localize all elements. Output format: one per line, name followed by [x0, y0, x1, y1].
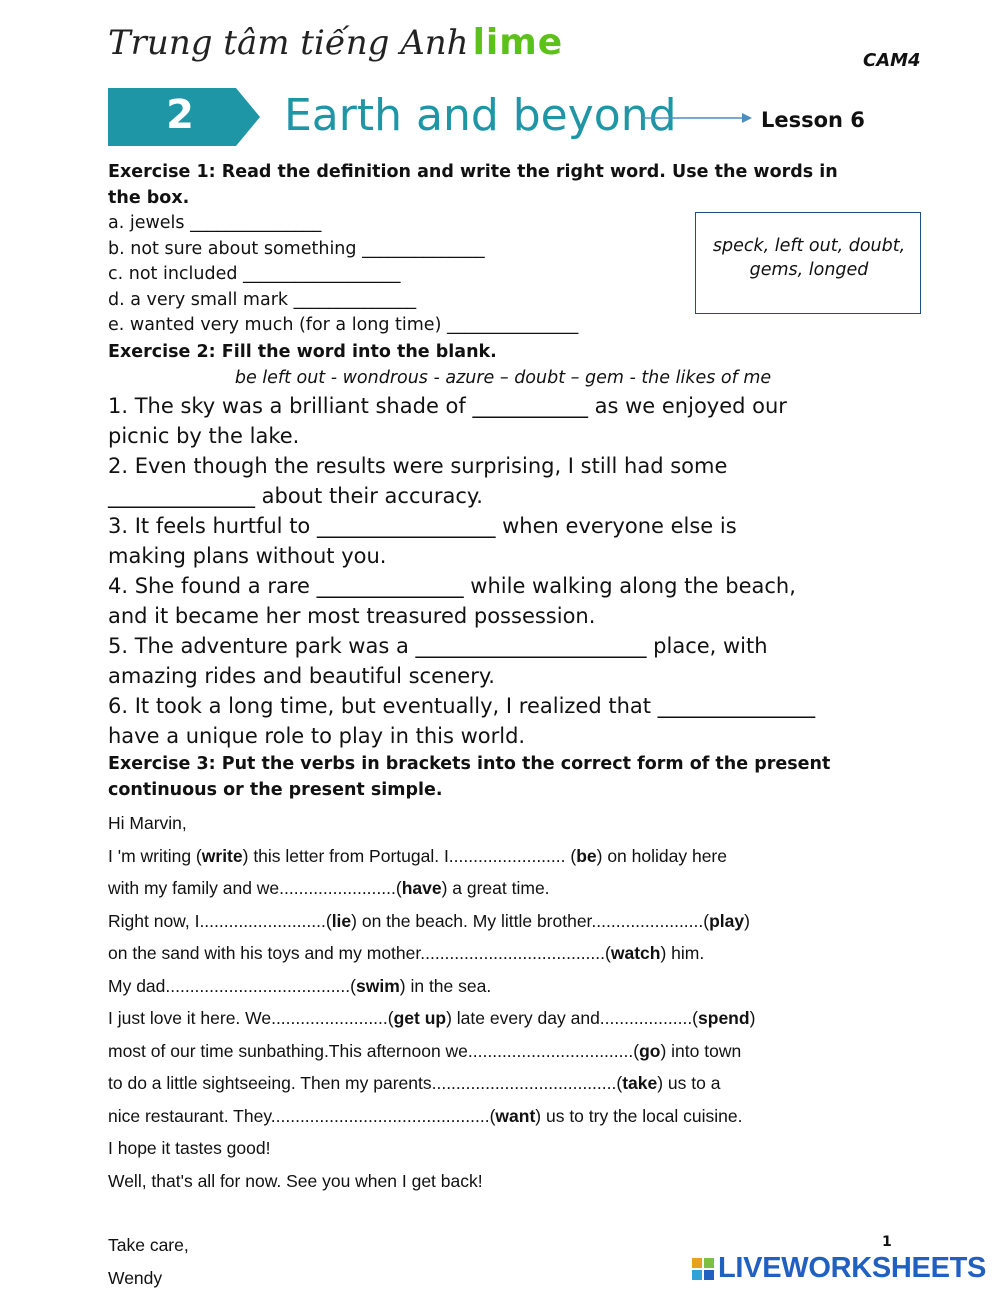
sentence-1-line-2: picnic by the lake.: [108, 424, 300, 448]
letter-closing-block: [108, 1229, 189, 1294]
letter-closing: Take care,: [108, 1235, 189, 1255]
exercise-1-item-a[interactable]: a. jewels _______________: [108, 213, 322, 233]
sentence-4-line-1[interactable]: 4. She found a rare ______________ while walking along the beach,: [108, 574, 796, 598]
verb-prompt: want: [495, 1105, 536, 1126]
letter-line[interactable]: nice restaurant. They.............................................(want) us to try the local cuisine.: [108, 1105, 743, 1126]
exercise-1-title: [108, 159, 838, 211]
sentence-3-line-2: making plans without you.: [108, 544, 387, 568]
exercise-1-item-b[interactable]: b. not sure about something ______________: [108, 238, 485, 259]
verb-prompt: play: [709, 910, 745, 931]
sentence-6-line-2: have a unique role to play in this world.: [108, 724, 526, 748]
sentence-1-line-1[interactable]: 1. The sky was a brilliant shade of ___________ as we enjoyed our: [108, 394, 787, 418]
letter-line: Well, that's all for now. See you when I get back!: [108, 1170, 483, 1191]
watermark-text: LIVEWORKSHEETS: [718, 1252, 987, 1284]
exercise-3-title-line-1: Exercise 3: Put the verbs in brackets into the correct form of the present: [108, 754, 831, 774]
verb-prompt: lie: [331, 910, 352, 931]
letter-line[interactable]: on the sand with his toys and my mother......................................(watch) him.: [108, 943, 705, 963]
verb-prompt: get up: [393, 1008, 447, 1028]
lime-logo: lime: [472, 22, 564, 63]
letter-line[interactable]: to do a little sightseeing. Then my parents......................................(take) us to a: [108, 1073, 721, 1093]
exercise-1-items: [108, 211, 578, 339]
exercise-2-title: Exercise 2: Fill the word into the blank.: [108, 342, 497, 362]
unit-number: 2: [166, 92, 194, 138]
sentence-2-line-1: 2. Even though the results were surprising, I still had some: [108, 454, 728, 478]
sentence-5-line-1[interactable]: 5. The adventure park was a ______________________ place, with: [108, 634, 768, 658]
exercise-1-title-line-1: Exercise 1: Read the definition and write the right word. Use the words in: [108, 162, 838, 182]
arrow-right-icon: [642, 110, 754, 126]
verb-prompt: be: [576, 845, 597, 866]
letter-line[interactable]: I just love it here. We........................(get up) late every day and...................(spend): [108, 1008, 756, 1028]
exercise-1-item-d[interactable]: d. a very small mark ______________: [108, 289, 417, 310]
sentence-4-line-2: and it became her most treasured possession.: [108, 604, 596, 628]
letter-signature: Wendy: [108, 1267, 163, 1288]
brand-text: Trung tâm tiếng Anh: [108, 23, 469, 63]
sentence-6-line-1[interactable]: 6. It took a long time, but eventually, I realized that _______________: [108, 694, 816, 718]
school-brand: [108, 22, 563, 63]
exercise-1-item-e[interactable]: e. wanted very much (for a long time) _______________: [108, 315, 579, 336]
exercise-3-title-line-2: continuous or the present simple.: [108, 780, 443, 800]
letter-line[interactable]: with my family and we........................(have) a great time.: [108, 878, 550, 898]
sentence-5-line-2: amazing rides and beautiful scenery.: [108, 664, 495, 688]
course-code: CAM4: [863, 50, 921, 71]
unit-title: Earth and beyond: [284, 90, 677, 141]
verb-prompt: swim: [355, 975, 400, 996]
word-box-line-1: speck, left out, doubt,: [712, 236, 906, 256]
exercise-1-item-c[interactable]: c. not included __________________: [108, 264, 401, 285]
page-number: 1: [882, 1234, 892, 1250]
exercise-2-sentences: [108, 391, 908, 751]
verb-prompt: write: [201, 845, 243, 866]
letter: [108, 807, 755, 1197]
letter-line[interactable]: most of our time sunbathing.This afternoon we..................................(go) into town: [108, 1040, 742, 1061]
word-box-line-2: gems, longed: [749, 260, 869, 280]
sentence-3-line-1[interactable]: 3. It feels hurtful to _________________ when everyone else is: [108, 514, 737, 538]
lesson-label: Lesson 6: [761, 108, 865, 132]
exercise-2-wordlist: be left out - wondrous - azure – doubt – gem - the likes of me: [234, 368, 772, 388]
verb-prompt: watch: [610, 943, 661, 963]
letter-line[interactable]: Right now, I..........................(lie) on the beach. My little brother.......................(play): [108, 910, 750, 931]
exercise-3-title: [108, 751, 830, 803]
verb-prompt: take: [622, 1073, 658, 1093]
letter-line[interactable]: I 'm writing (write) this letter from Portugal. I........................ (be) on holiday here: [108, 845, 727, 866]
letter-greeting: Hi Marvin,: [108, 813, 187, 833]
verb-prompt: spend: [698, 1008, 750, 1028]
liveworksheets-logo-icon: [692, 1258, 714, 1280]
liveworksheets-watermark: [692, 1252, 986, 1286]
verb-prompt: have: [401, 878, 442, 898]
letter-line: I hope it tastes good!: [108, 1138, 271, 1158]
exercise-1-title-line-2: the box.: [108, 188, 190, 208]
letter-line[interactable]: My dad......................................(swim) in the sea.: [108, 975, 492, 996]
verb-prompt: go: [639, 1040, 661, 1061]
word-box-text: [700, 234, 918, 282]
sentence-2-line-2[interactable]: ______________ about their accuracy.: [108, 484, 483, 508]
